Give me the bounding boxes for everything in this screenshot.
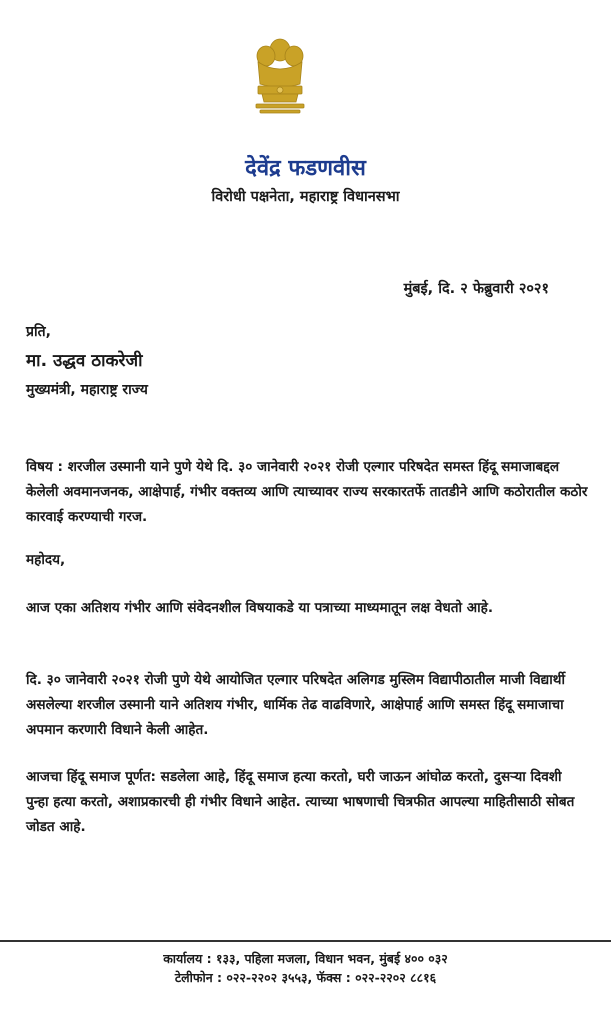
footer-phone-fax: टेलीफोन : ०२२-२२०२ ३५५३, फॅक्स : ०२२-२२०२ ८८१६	[174, 970, 437, 985]
state-emblem-icon	[250, 36, 310, 122]
body-paragraph-2: दि. ३० जानेवारी २०२१ रोजी पुणे येथे आयोजित एल्गार परिषदेत अलिगड मुस्लिम विद्यापीठातील माजी विद्यार्थी असलेल्या शरजील उस्मानी याने अतिशय गंभीर, धार्मिक तेढ वाढविणारे, आक्षेपार्ह आणि समस्त हिंदू समाजाचा अपमान करणारी विधाने केली आहेत.	[26, 672, 565, 738]
footer-divider	[0, 940, 611, 942]
subject-line: विषय : शरजील उस्मानी याने पुणे येथे दि. ३० जानेवारी २०२१ रोजी एल्गार परिषदेत समस्त हिंदू समाजाबद्दल केलेली अवमानजनक, आक्षेपार्ह, गंभीर वक्तव्य आणि त्याच्यावर राज्य सरकारतर्फे तातडीने आणि कठोरातील कठोर कारवाई करण्याची गरज.	[26, 459, 588, 525]
body-paragraph-3: आजचा हिंदू समाज पूर्णत: सडलेला आहे, हिंदू समाज हत्या करतो, घरी जाऊन आंघोळ करतो, दुसऱ्या दिवशी पुन्हा हत्या करतो, अशाप्रकारची ही गंभीर विधाने आहेत. त्याच्या भाषणाची चित्रफीत आपल्या माहितीसाठी सोबत जोडत आहे.	[26, 769, 575, 835]
recipient-title: मुख्यमंत्री, महाराष्ट्र राज्य	[26, 382, 148, 398]
salutation: महोदय,	[26, 552, 66, 568]
to-label: प्रति,	[26, 324, 51, 340]
sender-designation: विरोधी पक्षनेता, महाराष्ट्र विधानसभा	[211, 189, 400, 205]
recipient-name: मा. उद्धव ठाकरेजी	[26, 351, 143, 371]
body-paragraph-1: आज एका अतिशय गंभीर आणि संवेदनशील विषयाकडे या पत्राच्या माध्यमातून लक्ष वेधतो आहे.	[26, 600, 494, 616]
letter-date: मुंबई, दि. २ फेब्रुवारी २०२१	[403, 281, 549, 297]
footer-office-address: कार्यालय : १३३, पहिला मजला, विधान भवन, मुंबई ४०० ०३२	[163, 951, 448, 966]
sender-name: देवेंद्र फडणवीस	[245, 156, 366, 181]
